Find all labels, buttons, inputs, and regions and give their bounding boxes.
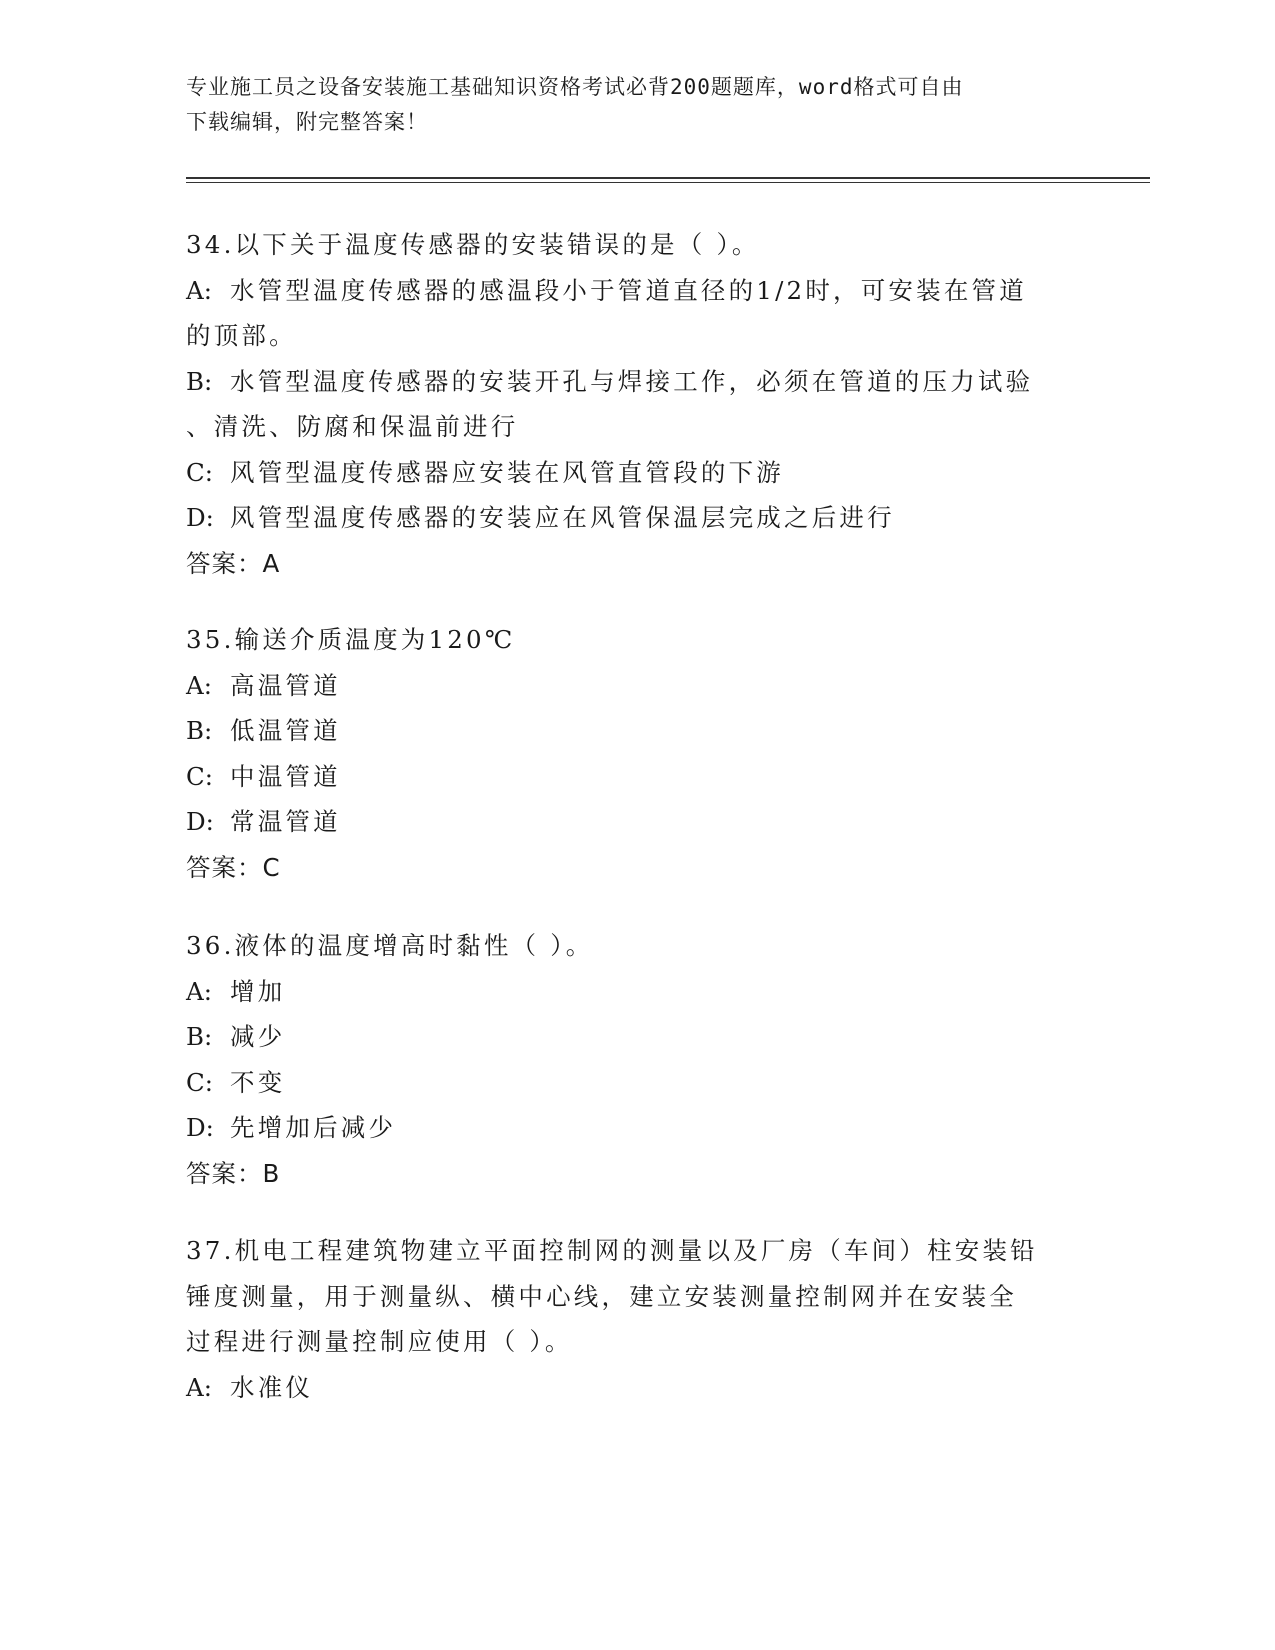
header-divider-thick — [186, 177, 1150, 179]
option-a — [186, 969, 1086, 1015]
option-text: 减少 — [230, 1022, 286, 1051]
option-d — [186, 1105, 1086, 1151]
option-text: 水管型温度传感器的安装开孔与焊接工作，必须在管道的压力试验 — [230, 366, 1034, 396]
option-c — [186, 450, 1086, 496]
question-stem: 36.液体的温度增高时黏性（ ）。 — [186, 931, 594, 960]
option-text: 中温管道 — [230, 761, 341, 791]
option-label: C: — [186, 457, 214, 487]
question-stem-line-1: 37.机电工程建筑物建立平面控制网的测量以及厂房（车间）柱安装铅 — [186, 1236, 1038, 1265]
option-text: 不变 — [230, 1067, 286, 1097]
option-label: C: — [186, 1067, 214, 1097]
option-b-continued: 、清洗、防腐和保温前进行 — [186, 412, 519, 441]
option-c — [186, 1060, 1086, 1106]
option-d — [186, 799, 1086, 845]
option-text: 先增加后减少 — [230, 1113, 397, 1142]
option-label: C: — [186, 761, 214, 791]
question-stem: 34.以下关于温度传感器的安装错误的是（ ）。 — [186, 230, 760, 259]
option-label: B: — [186, 366, 213, 396]
header-line-2: 下载编辑，附完整答案！ — [186, 110, 428, 134]
question-36 — [186, 923, 1086, 1196]
option-text: 风管型温度传感器应安装在风管直管段的下游 — [230, 457, 784, 487]
option-c — [186, 754, 1086, 800]
option-b — [186, 1014, 1086, 1060]
option-text: 低温管道 — [230, 716, 341, 745]
option-text: 增加 — [230, 976, 286, 1006]
option-label: D: — [186, 503, 214, 532]
option-b — [186, 359, 1086, 405]
answer-line: 答案：A — [186, 548, 281, 578]
option-label: B: — [186, 716, 213, 745]
option-a — [186, 663, 1086, 709]
option-label: A: — [186, 670, 212, 700]
question-stem: 35.输送介质温度为120℃ — [186, 625, 516, 654]
option-a — [186, 268, 1086, 314]
option-text: 水管型温度传感器的感温段小于管道直径的1/2时，可安装在管道 — [230, 275, 1027, 305]
option-label: A: — [186, 1372, 212, 1402]
question-35 — [186, 617, 1086, 890]
option-label: A: — [186, 275, 212, 305]
document-header — [186, 70, 1086, 140]
option-text: 水准仪 — [230, 1372, 314, 1402]
option-text: 常温管道 — [230, 807, 341, 836]
option-a — [186, 1365, 1086, 1411]
question-34 — [186, 222, 1086, 586]
option-label: A: — [186, 976, 212, 1006]
option-label: D: — [186, 807, 214, 836]
option-text: 风管型温度传感器的安装应在风管保温层完成之后进行 — [230, 503, 895, 532]
option-d — [186, 495, 1086, 541]
option-a-continued: 的顶部。 — [186, 321, 297, 350]
answer-line: 答案：C — [186, 852, 281, 882]
question-stem-line-3: 过程进行测量控制应使用（ ）。 — [186, 1327, 573, 1356]
option-text: 高温管道 — [230, 670, 341, 700]
option-label: B: — [186, 1022, 213, 1051]
option-b — [186, 708, 1086, 754]
header-line-1: 专业施工员之设备安装施工基础知识资格考试必背200题题库，word格式可自由 — [186, 75, 964, 99]
question-stem-line-2: 锤度测量，用于测量纵、横中心线，建立安装测量控制网并在安装全 — [186, 1281, 1017, 1311]
header-divider-thin — [186, 182, 1150, 183]
question-37 — [186, 1228, 1086, 1410]
answer-line: 答案：B — [186, 1158, 281, 1188]
option-label: D: — [186, 1113, 214, 1142]
